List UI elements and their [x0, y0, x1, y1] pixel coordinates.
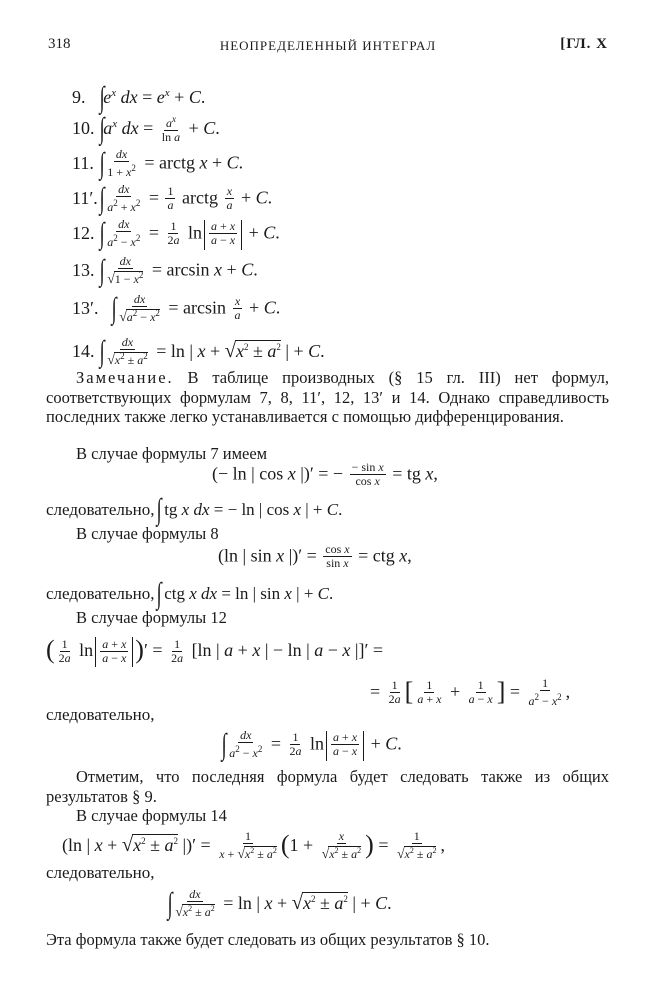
- formula-number: 9.: [72, 87, 86, 107]
- derivation-7: (− ln | cos x |)′ = − $\frac{\text{− sin x}}{\text{cos x}}$ = tg x,: [212, 460, 438, 488]
- case-12-text: В случае формулы 12: [76, 608, 227, 627]
- chapter-label: [ГЛ. X: [560, 36, 608, 52]
- derivation-14: (ln | $x + √x^2 \pm a^2$ |)′ = $\frac{1}{x + √x^2 \pm a^2}$ (1 + $\frac{x}{√x^2 \pm a^2}$ ) = $\frac{1}{√x^2 \pm a^2}$ ,: [62, 829, 445, 862]
- hence-label: следовательно,: [46, 500, 155, 519]
- formula-9: 9. $\int e^x$ dx = $e^x + C$.: [72, 80, 206, 114]
- formula-14: 14. ∫ $\frac{dx}{√x^2 \pm a^2}$ = ln | $x + √x^2 \pm a^2$ | + C.: [72, 334, 325, 368]
- derivation-12-line2: = $\frac{1}{2a}$ [ $\frac{1}{a + x}$ + $\frac{1}{a - x}$ ] = $\frac{1}{a^2 - x^2}$ ,: [370, 676, 571, 708]
- formula-10: 10. $\int a^x$ dx = $\frac{a^x}{\text{ln a}}$ + C.: [72, 111, 220, 145]
- result-7: следовательно, ∫ tg x dx = − ln | cos x | + C.: [46, 493, 343, 527]
- formula-11: 11. ∫ $\frac{dx}{1 + x^2}$ = arctg x + C.: [72, 146, 244, 180]
- final-paragraph: Эта формула также будет следовать из общих результатов § 10.: [46, 930, 490, 949]
- hence-comma-label: следовательно,: [46, 705, 155, 724]
- formula-number: 13′.: [72, 297, 99, 318]
- result-8: следовательно, ∫ ctg x dx = ln | sin x | + C.: [46, 577, 334, 611]
- case-14-text: В случае формулы 14: [76, 806, 227, 825]
- running-header: [48, 36, 608, 58]
- formula-13: 13. ∫ $\frac{dx}{√1 - x^2}$ = arcsin x + C.: [72, 253, 258, 287]
- formula-number: 14.: [72, 341, 95, 361]
- result-12: ∫ $\frac{dx}{a^2 - x^2}$ = $\frac{1}{2a}$ ln $\frac{a + x}{a - x}$ + C.: [221, 727, 402, 761]
- derivation-12-line1: ( $\frac{1}{2a}$ ln $\frac{a + x}{a - x}$ )′ = $\frac{1}{2a}$ [ln | a + x | − ln | a − x |]′ =: [46, 637, 383, 667]
- remark-paragraph: [46, 368, 609, 427]
- case-7-text: В случае формулы 7 имеем: [76, 444, 268, 463]
- remark-label: Замечание.: [76, 368, 174, 387]
- formula-number: 10.: [72, 118, 95, 138]
- formula-11-prime: 11′.∫ $\frac{dx}{a^2 + x^2}$ = $\frac{1}{a}$ arctg $\frac{x}{a}$ + C.: [72, 181, 273, 215]
- result-14: ∫ $\frac{dx}{√x^2 \pm a^2}$ = ln | $x + √x^2 \pm a^2$ | + C.: [167, 886, 392, 920]
- formula-12: 12. ∫ $\frac{dx}{a^2 - x^2}$ = $\frac{1}{2a}$ ln $\frac{a + x}{a - x}$ + C.: [72, 216, 280, 250]
- remark-text: В таблице производных (§ 15 гл. III) нет формул, соответствующих формулам 7, 8, 11′, 12, 13′ и 14. Однако справедливость последних также легко устанавливается с помощью дифференцирования.: [46, 368, 610, 426]
- running-title: НЕОПРЕДЕЛЕННЫЙ ИНТЕГРАЛ: [219, 38, 437, 53]
- hence-label-14: следовательно,: [46, 863, 155, 882]
- note-paragraph: Отметим, что последняя формула будет следовать также из общих результатов § 9.: [46, 767, 609, 806]
- page-number: 318: [48, 36, 71, 52]
- formula-number: 13.: [72, 259, 95, 280]
- hence-label: следовательно,: [46, 584, 155, 603]
- formula-number: 11′.: [72, 187, 98, 208]
- formula-number: 12.: [72, 222, 95, 243]
- formula-number: 11.: [72, 152, 94, 173]
- case-8-text: В случае формулы 8: [76, 524, 219, 543]
- derivation-8: (ln | sin x |)′ = $\frac{\text{cos x}}{\text{sin x}}$ = ctg x,: [218, 542, 412, 570]
- formula-13-prime: 13′. ∫ $\frac{dx}{√a^2 - x^2}$ = arcsin $\frac{x}{a}$ + C.: [72, 291, 281, 325]
